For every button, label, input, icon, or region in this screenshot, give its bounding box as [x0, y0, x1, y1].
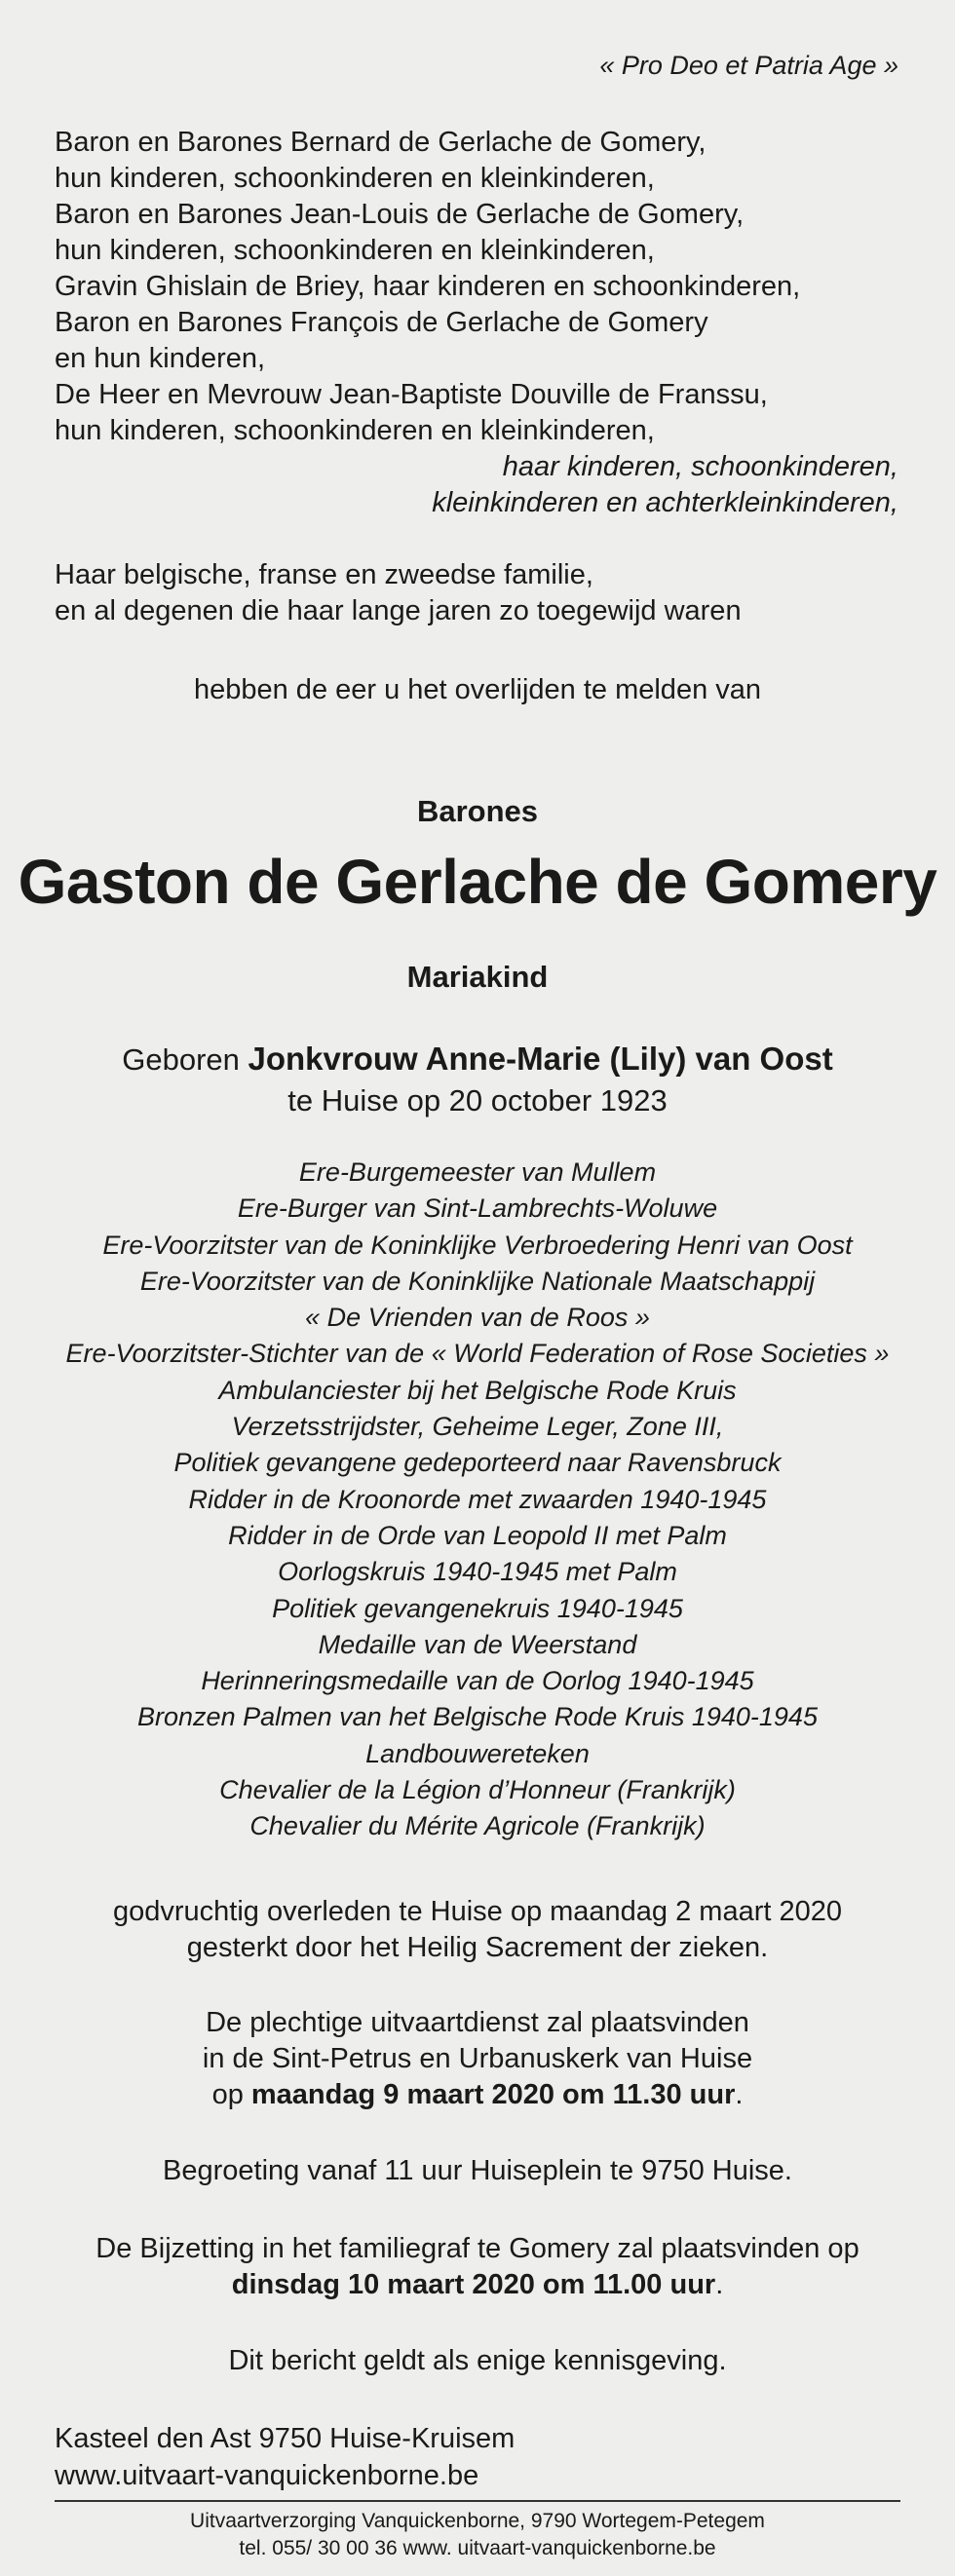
honor-item: Verzetsstrijdster, Geheime Leger, Zone III, [231, 1412, 724, 1442]
family-line: Baron en Barones Jean-Louis de Gerlache de Gomery, [55, 199, 745, 230]
footer-line: Uitvaartverzorging Vanquickenborne, 9790 Wortegem-Petegem [190, 2510, 765, 2532]
footer-line: tel. 055/ 30 00 36 www. uitvaart-vanquickenborne.be [239, 2537, 716, 2559]
notice-line: Dit bericht geldt als enige kennisgeving. [228, 2345, 727, 2376]
honor-item: Ere-Burger van Sint-Lambrechts-Woluwe [237, 1193, 718, 1224]
death-line: gesterkt door het Heilig Sacrement der zieken. [186, 1932, 769, 1963]
honor-item: Bronzen Palmen van het Belgische Rode Kruis 1940-1945 [137, 1702, 818, 1732]
family-line: hun kinderen, schoonkinderen en kleinkinderen, [55, 163, 655, 194]
family-italic [432, 449, 898, 521]
funeral-service [0, 2005, 955, 2113]
death-notice [0, 1894, 955, 1966]
family-italic-line: haar kinderen, schoonkinderen, [502, 451, 898, 482]
honor-item: Ridder in de Kroonorde met zwaarden 1940-1945 [188, 1484, 767, 1514]
footer-divider [55, 2500, 900, 2502]
born-name: Jonkvrouw Anne-Marie (Lily) van Oost [248, 1041, 833, 1077]
burial-date: dinsdag 10 maart 2020 om 11.00 uur [231, 2269, 716, 2300]
greeting-line: Begroeting vanaf 11 uur Huiseplein te 9750 Huise. [163, 2155, 792, 2186]
deceased-title: Barones [416, 794, 539, 828]
notice [0, 2343, 955, 2379]
service-line: in de Sint-Petrus en Urbanuskerk van Huise [202, 2043, 753, 2074]
undertaker-footer [0, 2508, 955, 2562]
honor-item: Ridder in de Orde van Leopold II met Palm [228, 1520, 727, 1550]
address [55, 2420, 515, 2494]
address-line: Kasteel den Ast 9750 Huise-Kruisem [55, 2423, 516, 2454]
honor-item: Ere-Voorzitster van de Koninklijke Nationale Maatschappij [139, 1266, 816, 1296]
burial-date-line [0, 2267, 955, 2303]
extended-family-line: Haar belgische, franse en zweedse familie, [55, 559, 593, 590]
deceased-epithet: Mariakind [406, 960, 549, 994]
honor-item: Oorlogskruis 1940-1945 met Palm [278, 1557, 677, 1587]
burial [0, 2231, 955, 2303]
family-line: Gravin Ghislain de Briey, haar kinderen en schoonkinderen, [55, 271, 801, 302]
family-line: en hun kinderen, [55, 343, 266, 374]
extended-family-line: en al degenen die haar lange jaren zo toegewijd waren [55, 595, 742, 626]
death-line: godvruchtig overleden te Huise op maandag 2 maart 2020 [112, 1896, 843, 1927]
announcement: hebben de eer u het overlijden te melden van [193, 674, 762, 705]
born-place-date: te Huise op 20 october 1923 [287, 1083, 668, 1118]
service-date: maandag 9 maart 2020 om 11.30 uur [250, 2079, 736, 2110]
family-line: Baron en Barones Bernard de Gerlache de Gomery, [55, 127, 707, 158]
honor-item: Ambulanciester bij het Belgische Rode Kruis [218, 1375, 737, 1405]
family-line: hun kinderen, schoonkinderen en kleinkinderen, [55, 415, 655, 446]
family-list [55, 125, 800, 449]
service-suffix: . [735, 2079, 744, 2110]
honor-item: Herinneringsmedaille van de Oorlog 1940-1945 [201, 1666, 754, 1696]
service-date-line [0, 2077, 955, 2113]
honor-item: Medaille van de Weerstand [318, 1629, 637, 1659]
honor-item: Chevalier du Mérite Agricole (Frankrijk) [249, 1811, 706, 1841]
honor-item: Ere-Voorzitster van de Koninklijke Verbroedering Henri van Oost [102, 1230, 853, 1260]
honor-item: Chevalier de la Légion d’Honneur (Frankrijk) [219, 1775, 736, 1805]
extended-family [55, 557, 742, 629]
honor-item: Landbouwereteken [365, 1738, 590, 1768]
honor-item: « De Vrienden van de Roos » [305, 1303, 650, 1333]
honor-item: Ere-Voorzitster-Stichter van de « World Federation of Rose Societies » [65, 1339, 890, 1369]
service-prefix: op [211, 2079, 251, 2110]
family-line: Baron en Barones François de Gerlache de Gomery [55, 307, 708, 338]
family-line: De Heer en Mevrouw Jean-Baptiste Douville de Franssu, [55, 379, 768, 410]
born-prefix: Geboren [122, 1042, 248, 1077]
burial-line: De Bijzetting in het familiegraf te Gomery zal plaatsvinden op [96, 2233, 860, 2264]
born-line [0, 1041, 955, 1078]
honor-item: Politiek gevangenekruis 1940-1945 [272, 1593, 683, 1623]
greeting [0, 2153, 955, 2189]
service-line: De plechtige uitvaartdienst zal plaatsvinden [206, 2007, 749, 2038]
honors-list [0, 1155, 955, 1845]
burial-suffix: . [715, 2269, 724, 2300]
family-line: hun kinderen, schoonkinderen en kleinkinderen, [55, 235, 655, 266]
honor-item: Ere-Burgemeester van Mullem [298, 1157, 657, 1187]
website-link[interactable]: www.uitvaart-vanquickenborne.be [55, 2460, 479, 2491]
deceased-name: Gaston de Gerlache de Gomery [18, 847, 937, 917]
honor-item: Politiek gevangene gedeporteerd naar Ravensbruck [173, 1448, 782, 1478]
family-italic-line: kleinkinderen en achterkleinkinderen, [432, 487, 898, 518]
motto: « Pro Deo et Patria Age » [599, 51, 898, 80]
